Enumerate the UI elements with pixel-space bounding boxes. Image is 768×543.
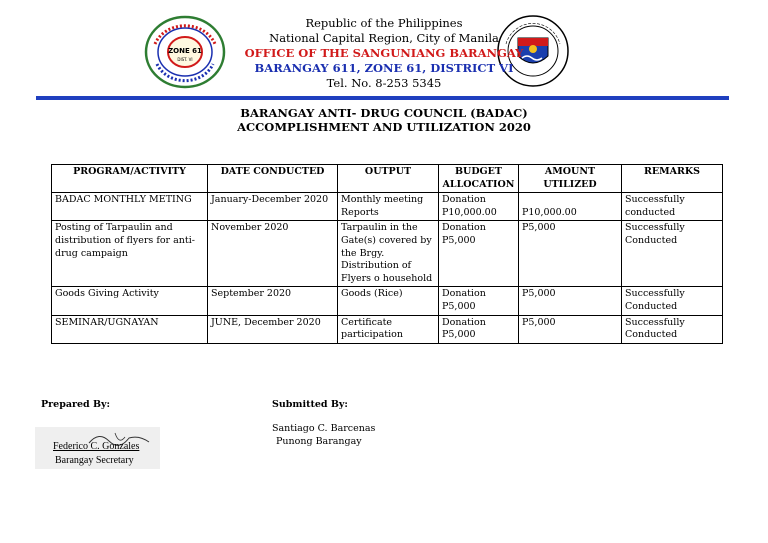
prepared-by-label: Prepared By: xyxy=(41,399,111,410)
column-header: REMARKS xyxy=(622,165,723,193)
preparer-name: Federico C. Gonzales xyxy=(53,441,140,452)
table-cell: JUNE, December 2020 xyxy=(208,315,338,343)
table-row xyxy=(52,287,723,315)
svg-text:DIST. VI: DIST. VI xyxy=(177,57,193,62)
office-line: OFFICE OF THE SANGUNIANG BARANGAY xyxy=(244,46,524,60)
table-cell: Successfully conducted xyxy=(622,193,723,221)
table-cell: Monthly meeting Reports xyxy=(338,193,439,221)
document-title: BARANGAY ANTI- DRUG COUNCIL (BADAC) xyxy=(240,106,528,120)
republic-line: Republic of the Philippines xyxy=(305,16,463,30)
table-cell: P5,000 xyxy=(519,287,622,315)
table-cell: P10,000.00 xyxy=(519,193,622,221)
region-line: National Capital Region, City of Manila xyxy=(269,31,499,45)
telephone-line: Tel. No. 8-253 5345 xyxy=(326,76,442,90)
letterhead xyxy=(0,0,768,100)
table-cell: P5,000 xyxy=(519,315,622,343)
table-cell: Donation P10,000.00 xyxy=(439,193,519,221)
document-subtitle: ACCOMPLISHMENT AND UTILIZATION 2020 xyxy=(237,120,531,134)
table-cell: SEMINAR/UGNAYAN xyxy=(52,315,208,343)
column-header: OUTPUT xyxy=(338,165,439,193)
submitter-position: Punong Barangay xyxy=(276,436,362,447)
table-cell: Successfully Conducted xyxy=(622,315,723,343)
table-row xyxy=(52,221,723,287)
table-cell: Tarpaulin in the Gate(s) covered by the Brgy. Distribution of Flyers o household xyxy=(338,221,439,287)
table-cell: Donation P5,000 xyxy=(439,221,519,287)
table-cell: Donation P5,000 xyxy=(439,315,519,343)
submitted-by-label: Submitted By: xyxy=(272,399,348,410)
table-cell: Certificate participation xyxy=(338,315,439,343)
table-cell: Goods (Rice) xyxy=(338,287,439,315)
column-header: AMOUNT UTILIZED xyxy=(519,165,622,193)
table-cell: Posting of Tarpaulin and distribution of flyers for anti-drug campaign xyxy=(52,221,208,287)
header-divider xyxy=(36,96,729,100)
barangay-line: BARANGAY 611, ZONE 61, DISTRICT VI xyxy=(254,61,514,75)
table-row xyxy=(52,193,723,221)
table-cell: Successfully Conducted xyxy=(622,221,723,287)
column-header: DATE CONDUCTED xyxy=(208,165,338,193)
submitter-name: Santiago C. Barcenas xyxy=(272,423,376,434)
prepared-by-signature-block xyxy=(35,427,160,469)
table-cell: Donation P5,000 xyxy=(439,287,519,315)
table-cell: BADAC MONTHLY METING xyxy=(52,193,208,221)
table-cell: September 2020 xyxy=(208,287,338,315)
column-header: PROGRAM/ACTIVITY xyxy=(52,165,208,193)
table-cell: November 2020 xyxy=(208,221,338,287)
table-cell: P5,000 xyxy=(519,221,622,287)
preparer-position: Barangay Secretary xyxy=(55,455,134,466)
svg-text:ZONE 61: ZONE 61 xyxy=(168,47,202,55)
table-cell: January-December 2020 xyxy=(208,193,338,221)
column-header: BUDGET ALLOCATION xyxy=(439,165,519,193)
table-header-row xyxy=(52,165,723,193)
accomplishment-table xyxy=(51,164,723,344)
table-row xyxy=(52,315,723,343)
table-cell: Goods Giving Activity xyxy=(52,287,208,315)
table-cell: Successfully Conducted xyxy=(622,287,723,315)
